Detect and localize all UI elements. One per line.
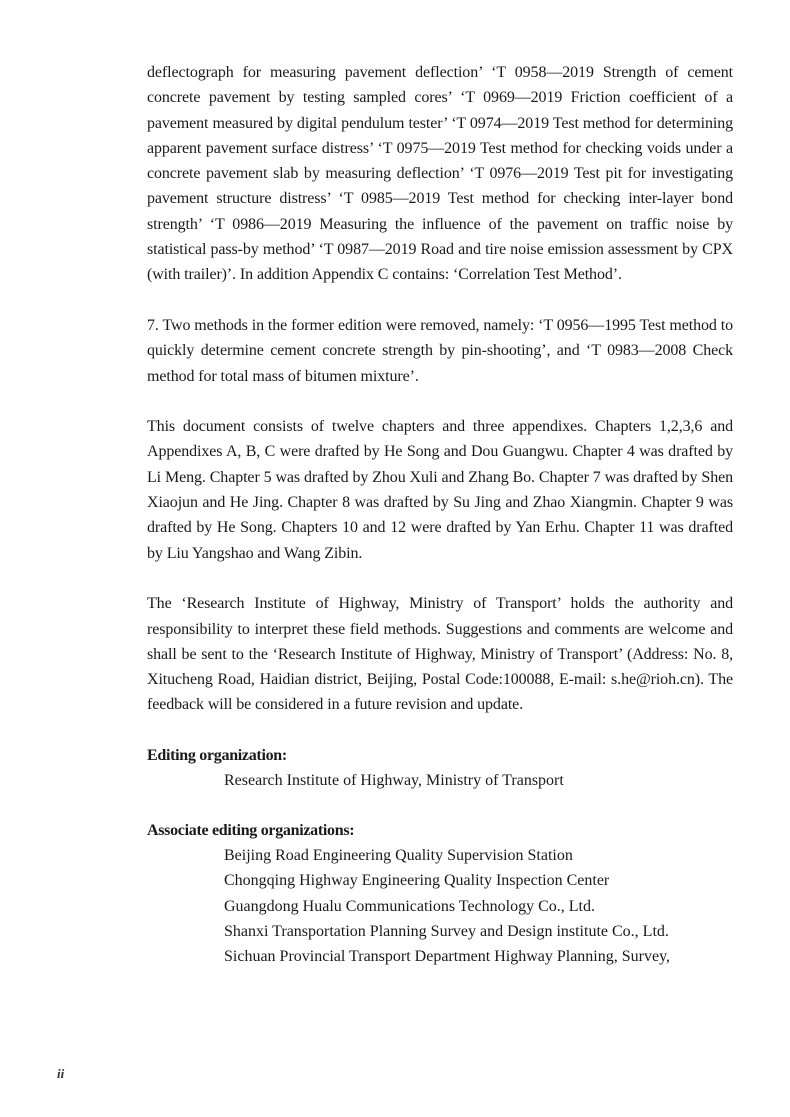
paragraph-interpretation-authority: The ‘Research Institute of Highway, Ministry of Transport’ holds the authority and responsibility to interpret these field methods. Suggestions and comments are welcome and shall be sent to the ‘Research Institute of Highway, Ministry of Transport’ (Address: No. 8, Xitucheng Road, Haidian district, Beijing, Postal Code:100088, E-mail: s.he@rioh.cn). The feedback will be considered in a future revision and update. [147,595,733,714]
paragraph-test-methods-continued: deflectograph for measuring pavement deflection’ ‘T 0958—2019 Strength of cement concrete pavement by testing sampled cores’ ‘T 0969—2019 Friction coefficient of a pavement measured by digital pendulum tester’ ‘T 0974—2019 Test method for determining apparent pavement surface distress’ ‘T 0975—2019 Test method for checking voids under a concrete pavement slab by measuring deflection’ ‘T 0976—2019 Test pit for investigating pavement structure distress’ ‘T 0985—2019 Test method for checking inter-layer bond strength’ ‘T 0986—2019 Measuring the influence of the pavement on traffic noise by statistical pass-by method’ ‘T 0987—2019 Road and tire noise emission assessment by CPX (with trailer)’. In addition Appendix C contains: ‘Correlation Test Method’. [147,64,733,284]
paragraph-removed-methods: 7. Two methods in the former edition were removed, namely: ‘T 0956—1995 Test method to quickly determine cement concrete strength by pin-shooting’, and ‘T 0983—2008 Check method for total mass of bitumen mixture’. [147,316,733,385]
editing-organization-section [147,743,733,793]
editing-organization-item: Research Institute of Highway, Ministry of Transport [224,771,564,789]
editing-organization-heading: Editing organization: [147,746,287,764]
associate-organization-item: Guangdong Hualu Communications Technology Co., Ltd. [224,897,595,915]
paragraph-drafting-authors: This document consists of twelve chapters and three appendixes. Chapters 1,2,3,6 and Appendixes A, B, C were drafted by He Song and Dou Guangwu. Chapter 4 was drafted by Li Meng. Chapter 5 was drafted by Zhou Xuli and Zhang Bo. Chapter 7 was drafted by Shen Xiaojun and He Jing. Chapter 8 was drafted by Su Jing and Zhao Xiangmin. Chapter 9 was drafted by He Song. Chapters 10 and 12 were drafted by Yan Erhu. Chapter 11 was drafted by Liu Yangshao and Wang Zibin. [147,418,733,562]
document-page [147,60,733,970]
page-number: ii [57,1066,65,1081]
associate-editing-organizations-section [147,818,733,969]
associate-organization-item: Beijing Road Engineering Quality Supervision Station [224,847,573,865]
associate-organization-item: Chongqing Highway Engineering Quality Inspection Center [224,872,610,890]
associate-organization-item: Shanxi Transportation Planning Survey and Design institute Co., Ltd. [224,922,669,940]
associate-organization-item: Sichuan Provincial Transport Department Highway Planning, Survey, [224,948,671,966]
associate-editing-organizations-heading: Associate editing organizations: [147,822,355,840]
